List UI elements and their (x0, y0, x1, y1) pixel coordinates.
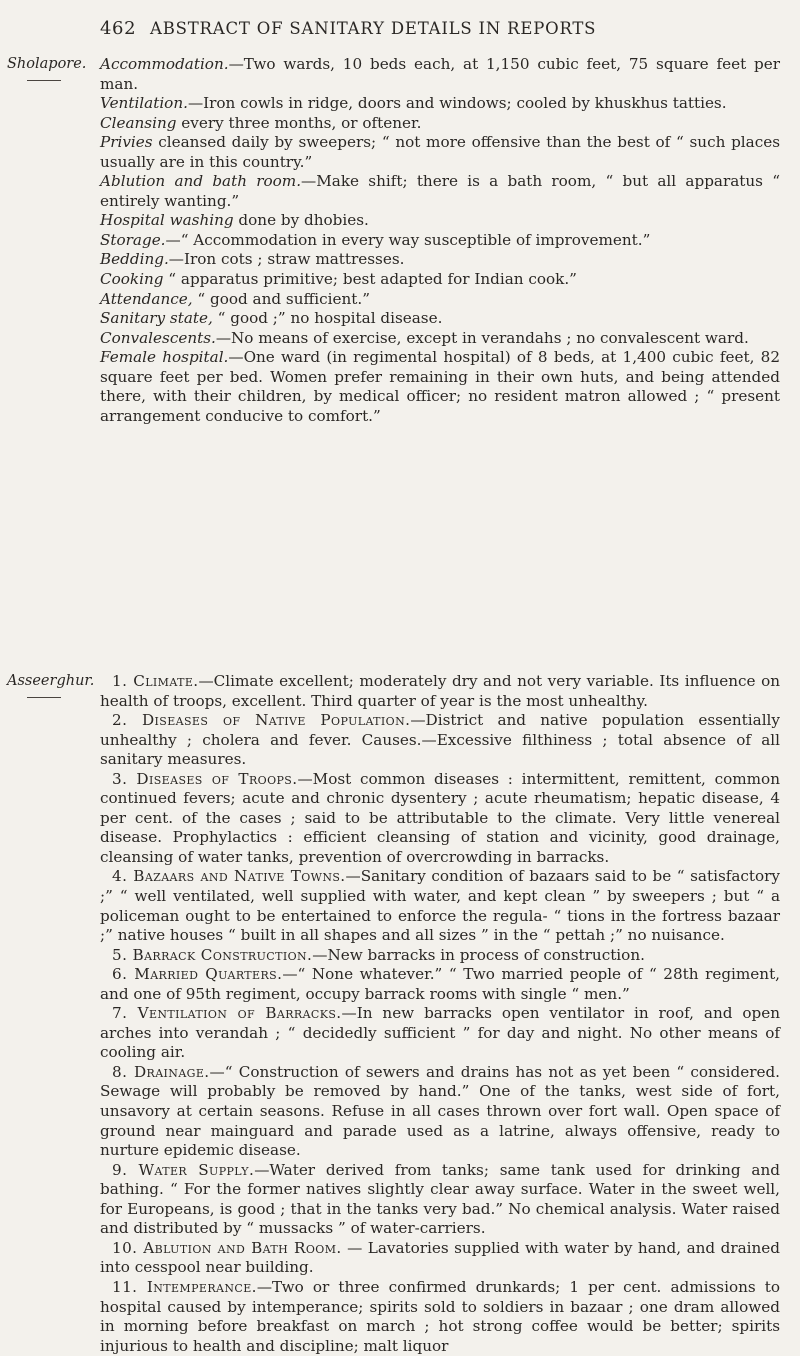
paragraph (100, 770, 780, 868)
paragraph (100, 965, 780, 1004)
page-number: 462 (100, 18, 137, 39)
paragraph-text: —One ward (in regimental hospital) of 8 beds, at 1,400 cubic feet, 82 square feet per bed. Women prefer remaining in their own huts, and being attended there, with their children, by medical officer; no resident matron allowed ; “ present arrangement conducive to comfort.” (100, 348, 780, 425)
paragraph (100, 672, 780, 711)
paragraph-text: —Most common diseases : intermittent, remittent, common continued fevers; acute and chronic dysentery ; acute rheumatism; hepatic disease, 4 per cent. of the cases ; said to be attributable to the climate. Very little venereal disease. Prophylactics : efficient cleansing of station and vicinity, good drainage, cleansing of water tanks, prevention of overcrowding in barracks. (100, 769, 780, 866)
section-sholapore (100, 55, 780, 426)
paragraph (100, 1161, 780, 1239)
paragraph (100, 1278, 780, 1356)
paragraph (100, 711, 780, 770)
paragraph (100, 114, 780, 134)
paragraph-label: 9. Water Supply. (112, 1160, 255, 1179)
paragraph (100, 94, 780, 114)
paragraph-label: 10. Ablution and Bath Room. (112, 1238, 342, 1257)
section-asseerghur (100, 672, 780, 1356)
paragraph (100, 211, 780, 231)
paragraph-label: Cleansing (100, 113, 177, 132)
paragraph-label: Ablution and bath room. (100, 172, 302, 191)
paragraph-text: every three months, or oftener. (176, 113, 422, 132)
margin-dash (27, 80, 61, 81)
paragraph-text: cleansed daily by sweepers; “ not more offensive than the best of “ such places usually are in this country.” (100, 133, 780, 171)
paragraph-text: —District and native population essentially unhealthy ; cholera and fever. Causes.—Excessive filthiness ; total absence of all sanitary measures. (100, 711, 780, 769)
paragraph-text: “ apparatus primitive; best adapted for Indian cook.” (163, 270, 577, 289)
paragraph (100, 1063, 780, 1161)
paragraph-text: —“ Construction of sewers and drains has not as yet been “ considered. Sewage will probably be removed by hand.” One of the tanks, west side of fort, unsavory at certain seasons. Refuse in all cases thrown over fort wall. Open space of ground near mainguard and parade used as a latrine, always offensive, ready to nurture epidemic disease. (100, 1062, 780, 1160)
paragraph (100, 133, 780, 172)
paragraph-label: Female hospital. (100, 348, 229, 367)
paragraph-text: —In new barracks open ventilator in roof, and open arches into verandah ; “ decidedly sufficient ” for day and night. No other means of cooling air. (100, 1004, 781, 1062)
paragraph (100, 348, 780, 426)
paragraph-label: Privies (100, 133, 153, 152)
paragraph-text: —Two wards, 10 beds each, at 1,150 cubic feet, 75 square feet per man. (100, 55, 780, 93)
paragraph-label: Storage. (100, 230, 166, 249)
paragraph (100, 250, 780, 270)
paragraph-label: 4. Bazaars and Native Towns. (112, 867, 346, 886)
paragraph-text: —“ Accommodation in every way susceptible of improvement.” (165, 230, 651, 249)
paragraph (100, 946, 780, 966)
paragraph-label: 8. Drainage. (112, 1062, 210, 1081)
paragraph-text: “ good ;” no hospital disease. (212, 309, 443, 328)
paragraph-text: —Make shift; there is a bath room, “ but all apparatus “ entirely wanting.” (100, 172, 780, 210)
paragraph-text: —Sanitary condition of bazaars said to be “ satisfactory ;” “ well ventilated, well supplied with water, and kept clean ” by sweepers ; but “ a policeman ought to be entertained to enforce the regula- “ tions in the fortress bazaar ;” native houses “ built in all shapes and all sizes ” in the “ pettah ;” no nuisance. (100, 867, 781, 945)
paragraph-label: Ventilation. (100, 94, 188, 113)
paragraph-text: —Climate excellent; moderately dry and not very variable. Its influence on health of troops, excellent. Third quarter of year is the most unhealthy. (100, 672, 780, 710)
paragraph-label: 2. Diseases of Native Population. (112, 711, 411, 730)
station-name: Sholapore. (7, 56, 87, 72)
paragraph-text: —“ None whatever.” “ Two married people of “ 28th regiment, and one of 95th regiment, occupy barrack rooms with single “ men.” (100, 965, 780, 1003)
margin-note-asseerghur (7, 673, 95, 698)
paragraph-text: “ good and sufficient.” (192, 289, 370, 308)
paragraph-label: 7. Ventilation of Barracks. (112, 1004, 342, 1023)
paragraph-label: Convalescents. (100, 328, 216, 347)
paragraph (100, 1004, 780, 1063)
paragraph-label: Bedding. (100, 250, 169, 269)
paragraph-text: done by dhobies. (233, 211, 369, 230)
paragraph-label: 5. Barrack Construction. (112, 945, 313, 964)
paragraph-text: —No means of exercise, except in verandahs ; no convalescent ward. (215, 328, 749, 347)
paragraph (100, 55, 780, 94)
paragraph-label: 6. Married Quarters. (112, 965, 283, 984)
paragraph (100, 290, 780, 310)
paragraph-label: Sanitary state, (100, 309, 213, 328)
paragraph-label: Attendance, (100, 289, 193, 308)
paragraph-label: Cooking (100, 270, 164, 289)
paragraph-label: Accommodation. (100, 55, 229, 73)
paragraph (100, 270, 780, 290)
paragraph-label: 11. Intemperance. (112, 1277, 257, 1296)
paragraph-text: —Water derived from tanks; same tank used for drinking and bathing. “ For the former natives slightly clear away surface. Water in the sweet well, for Europeans, is good ; that in the tanks very bad.” No chemical analysis. Water raised and distributed by “ mussacks ” of water-carriers. (100, 1160, 780, 1238)
margin-dash (27, 697, 61, 698)
paragraph (100, 231, 780, 251)
page-header (100, 18, 740, 48)
paragraph-text: —Two or three confirmed drunkards; 1 per cent. admissions to hospital caused by intemperance; spirits sold to soldiers in bazaar ; one dram allowed in morning before breakfast on march ; hot strong coffee would be better; spirits injurious to health and discipline; malt liquor (100, 1277, 780, 1355)
station-name: Asseerghur. (7, 673, 95, 689)
paragraph (100, 309, 780, 329)
running-title: ABSTRACT OF SANITARY DETAILS IN REPORTS (150, 19, 597, 38)
paragraph-label: Hospital washing (100, 211, 234, 230)
paragraph (100, 867, 780, 945)
paragraph-text: —Iron cowls in ridge, doors and windows; cooled by khuskhus tatties. (187, 94, 727, 113)
paragraph (100, 329, 780, 349)
paragraph-label: 3. Diseases of Troops. (112, 769, 298, 788)
paragraph-text: — Lavatories supplied with water by hand, and drained into cesspool near building. (100, 1238, 780, 1277)
paragraph (100, 172, 780, 211)
margin-note-sholapore (7, 56, 95, 81)
paragraph-label: 1. Climate. (112, 672, 199, 690)
paragraph-text: —Iron cots ; straw mattresses. (168, 250, 405, 269)
paragraph-text: —New barracks in process of construction. (312, 945, 645, 964)
paragraph (100, 1239, 780, 1278)
